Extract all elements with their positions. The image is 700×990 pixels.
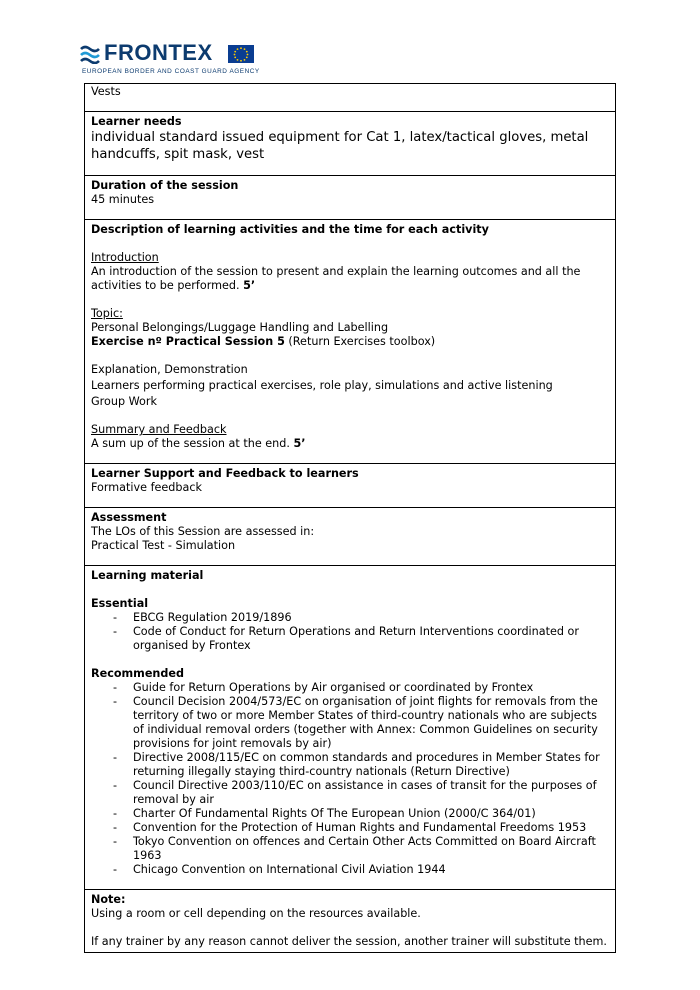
frontex-waves-icon [80,44,100,64]
group-work-text: Group Work [91,395,157,408]
row-learner-needs [85,112,616,176]
vests-cell [85,84,616,112]
eu-flag-icon [228,45,254,63]
support-title: Learner Support and Feedback to learners [91,467,359,480]
support-text: Formative feedback [91,481,202,494]
note-title: Note: [91,893,126,906]
assessment-line-1: The LOs of this Session are assessed in: [91,525,315,538]
duration-title: Duration of the session [91,179,239,192]
essential-title: Essential [91,597,149,610]
recommended-list [91,681,609,877]
learner-needs-text: individual standard issued equipment for Cat 1, latex/tactical gloves, metal handcuffs, spit mask, vest [91,130,589,162]
description-title: Description of learning activities and the time for each activity [91,223,489,236]
duration-text: 45 minutes [91,193,155,206]
frontex-logo [80,42,270,78]
list-item: - Guide for Return Operations by Air organised or coordinated by Frontex [113,681,609,695]
row-duration [85,176,616,220]
recommended-title: Recommended [91,667,184,680]
session-table [84,83,616,953]
summary-heading: Summary and Feedback [91,423,227,436]
row-note [85,890,616,953]
exercise-title: Exercise nº Practical Session 5 [91,335,285,348]
list-item: - Tokyo Convention on offences and Certain Other Acts Committed on Board Aircraft 1963 [113,835,609,863]
row-vests [85,84,616,112]
row-learning-material [85,566,616,890]
summary-time: 5’ [293,437,306,450]
logo-wordmark: FRONTEX [104,40,213,65]
intro-time: 5’ [243,279,256,292]
intro-text: An introduction of the session to present and explain the learning outcomes and all the activities to be performed. [91,265,581,292]
logo-tagline: EUROPEAN BORDER AND COAST GUARD AGENCY [82,68,260,75]
explanation-text: Explanation, Demonstration [91,363,248,376]
vests-text: Vests [91,85,121,98]
summary-text: A sum up of the session at the end. [91,437,290,450]
list-item: - Directive 2008/115/EC on common standards and procedures in Member States for returning illegally staying third-country nationals (Return Directive) [113,751,609,779]
list-item: - Code of Conduct for Return Operations and Return Interventions coordinated or organised by Frontex [113,625,609,653]
list-item: - Charter Of Fundamental Rights Of The European Union (2000/C 364/01) [113,807,609,821]
list-item: - Council Decision 2004/573/EC on organisation of joint flights for removals from the territory of two or more Member States of third-country nationals who are subjects of individual removal orders (together with Annex: Common Guidelines on security provisions for joint removals by air) [113,695,609,751]
row-assessment [85,508,616,566]
topic-heading: Topic: [91,307,123,320]
row-description [85,220,616,464]
list-item: - Chicago Convention on International Civil Aviation 1944 [113,863,609,877]
learner-needs-title: Learner needs [91,115,182,128]
summary-paragraph [91,437,609,451]
exercise-source: (Return Exercises toolbox) [288,335,436,348]
list-item: - Council Directive 2003/110/EC on assistance in cases of transit for the purposes of removal by air [113,779,609,807]
material-title: Learning material [91,569,204,582]
intro-paragraph [91,265,609,293]
intro-heading: Introduction [91,251,159,264]
topic-text: Personal Belongings/Luggage Handling and Labelling [91,321,389,334]
essential-list [91,611,609,653]
row-support [85,464,616,508]
assessment-line-2: Practical Test - Simulation [91,539,236,552]
note-line-2: If any trainer by any reason cannot deliver the session, another trainer will substitute them. [91,935,607,948]
list-item: - Convention for the Protection of Human Rights and Fundamental Freedoms 1953 [113,821,609,835]
exercise-line [91,335,609,349]
list-item: - EBCG Regulation 2019/1896 [113,611,609,625]
note-line-1: Using a room or cell depending on the resources available. [91,907,421,920]
assessment-title: Assessment [91,511,167,524]
learners-performing-text: Learners performing practical exercises, role play, simulations and active listening [91,379,553,392]
